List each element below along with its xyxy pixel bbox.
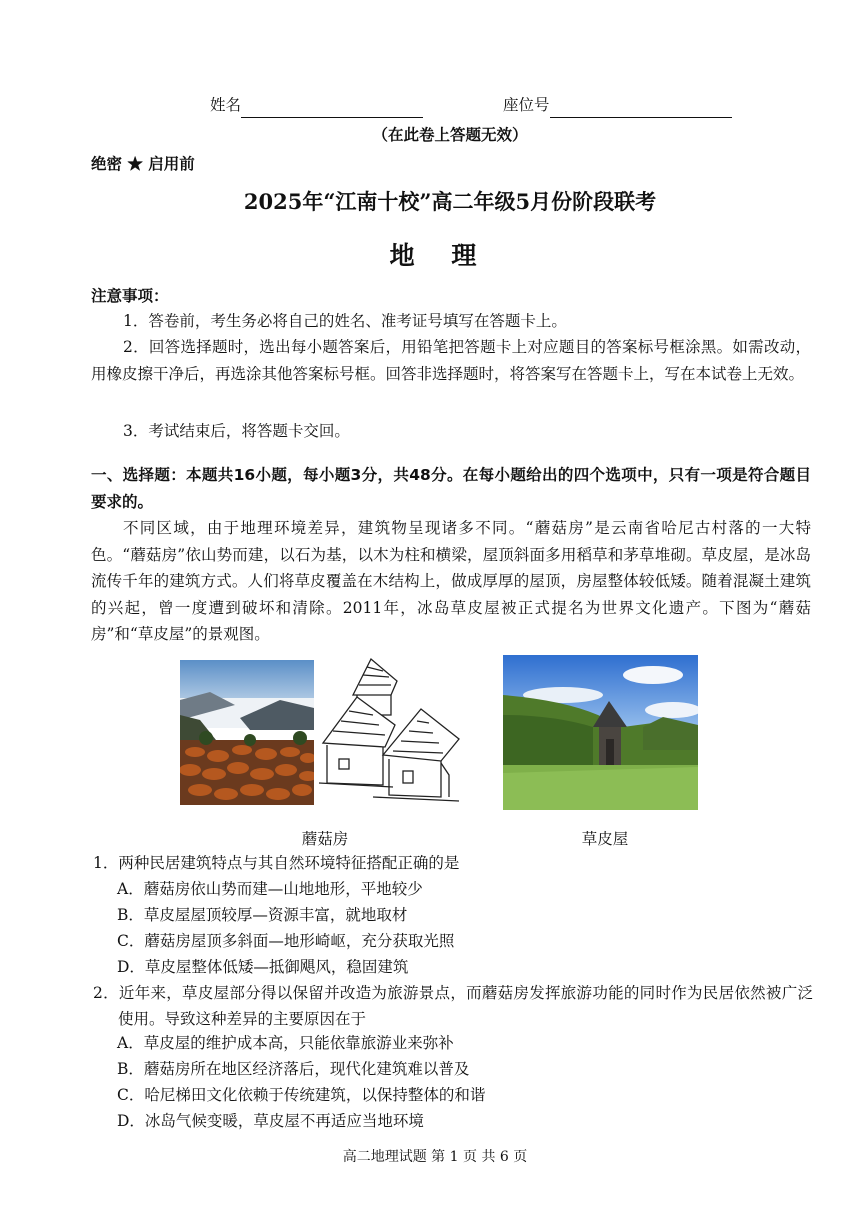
section-heading: 一、选择题：本题共16小题，每小题3分，共48分。在每小题给出的四个选项中，只有一项是符合题目要求的。	[91, 466, 811, 511]
name-blank-line	[241, 99, 423, 118]
seat-blank-line	[550, 99, 732, 118]
subject-title: 地 理	[389, 241, 491, 270]
question-2-stem: 2．近年来，草皮屋部分得以保留并改造为旅游景点，而蘑菇房发挥旅游功能的同时作为民居依然被广泛使用。导致这种差异的主要原因在于	[93, 984, 813, 1028]
page-footer: 高二地理试题 第 1 页 共 6 页	[342, 1149, 528, 1165]
mushroom-house-photo	[180, 660, 314, 805]
name-label: 姓名	[210, 96, 242, 114]
question-2-option-d: D．冰岛气候变暖，草皮屋不再适应当地环境	[117, 1112, 424, 1130]
seat-label: 座位号	[503, 96, 550, 114]
turf-house-photo	[503, 655, 698, 810]
exam-title: 2025年“江南十校”高二年级5月份阶段联考	[243, 189, 657, 214]
mushroom-house-sketch	[313, 655, 461, 810]
passage-text: 不同区域，由于地理环境差异，建筑物呈现诸多不同。“蘑菇房”是云南省哈尼古村落的一大特色。“蘑菇房”依山势而建，以石为基，以木为柱和横梁，屋顶斜面多用稻草和茅草堆砌。草皮屋，是冰岛流传千年的建筑方式。人们将草皮覆盖在木结构上，做成厚厚的屋顶，房屋整体较低矮。随着混凝土建筑的兴起，曾一度遭到破坏和清除。2011年，冰岛草皮屋被正式提名为世界文化遗产。下图为“蘑菇房”和“草皮屋”的景观图。	[91, 519, 811, 643]
notice-item-3: 3．考试结束后，将答题卡交回。	[123, 422, 350, 440]
question-1-option-c: C．蘑菇房屋顶多斜面—地形崎岖，充分获取光照	[117, 932, 455, 950]
question-1-option-b: B．草皮屋屋顶较厚—资源丰富，就地取材	[117, 906, 408, 924]
question-2-option-a: A．草皮屋的维护成本高，只能依靠旅游业来弥补	[117, 1034, 454, 1052]
caption-mushroom-house: 蘑菇房	[301, 830, 349, 848]
invalid-note: （在此卷上答题无效）	[372, 125, 528, 144]
notice-heading: 注意事项：	[91, 286, 169, 305]
name-field	[210, 92, 423, 118]
question-1-option-a: A．蘑菇房依山势而建—山地地形，平地较少	[117, 880, 423, 898]
caption-turf-house: 草皮屋	[581, 830, 629, 848]
notice-item-2: 2．回答选择题时，选出每小题答案后，用铅笔把答题卡上对应题目的答案标号框涂黑。如需改动，用橡皮擦干净后，再选涂其他答案标号框。回答非选择题时，将答案写在答题卡上，写在本试卷上无效。	[91, 338, 811, 383]
question-2-option-b: B．蘑菇房所在地区经济落后，现代化建筑难以普及	[117, 1060, 470, 1078]
secret-label: 绝密 ★ 启用前	[91, 154, 195, 173]
seat-field	[503, 92, 732, 118]
question-1-option-d: D．草皮屋整体低矮—抵御飓风，稳固建筑	[117, 958, 409, 976]
notice-item-1: 1．答卷前，考生务必将自己的姓名、准考证号填写在答题卡上。	[123, 312, 567, 330]
question-1-stem: 1．两种民居建筑特点与其自然环境特征搭配正确的是	[93, 854, 460, 872]
question-2-option-c: C．哈尼梯田文化依赖于传统建筑，以保持整体的和谐	[117, 1086, 486, 1104]
